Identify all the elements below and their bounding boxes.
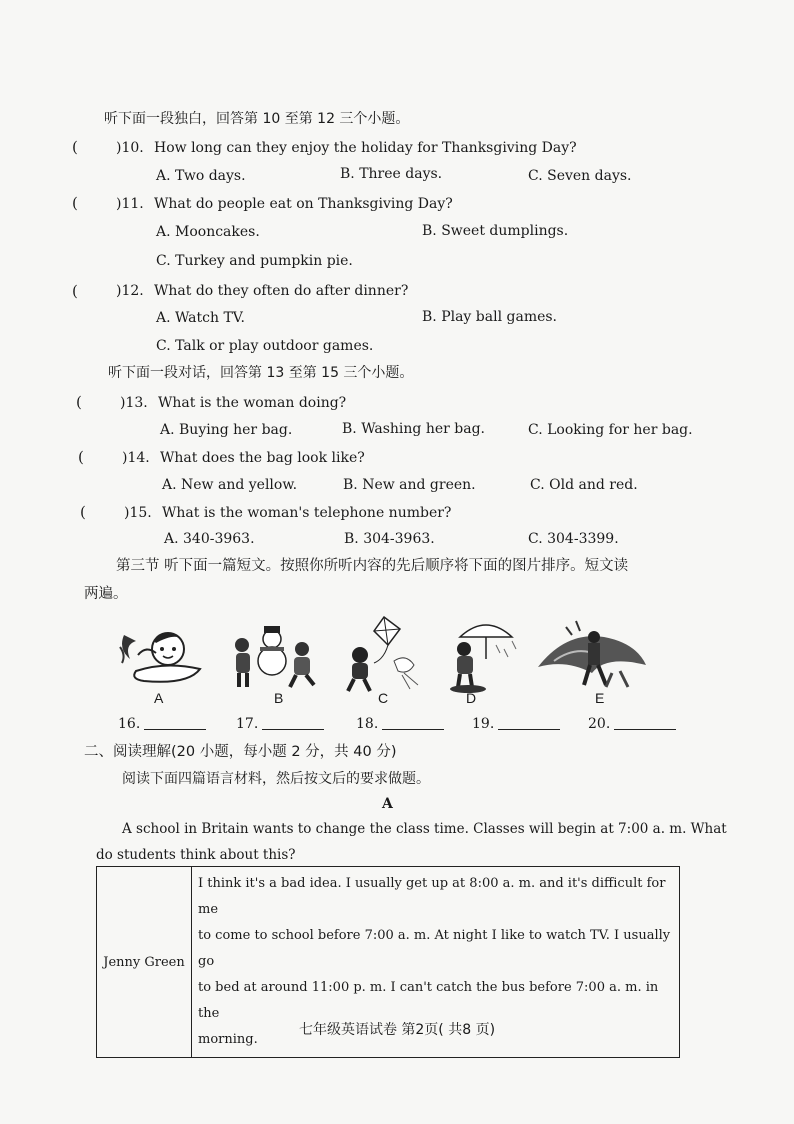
question-14-text: What does the bag look like? [160,450,365,466]
answer-blank-19[interactable] [472,715,560,733]
opinion-line: I think it's a bad idea. I usually get up at 8:00 a. m. and it's difficult for me [198,876,666,917]
q10-option-b: B. Three days. [340,166,443,182]
q15-option-c: C. 304-3399. [528,531,619,547]
answer-line[interactable] [498,715,560,730]
q10-option-a: A. Two days. [156,168,246,184]
q12-option-a: A. Watch TV. [156,310,245,326]
answer-line[interactable] [144,715,206,730]
q15-option-a: A. 340-3963. [164,531,255,547]
snowman-picture [230,615,320,695]
section3-instruction: 第三节 听下面一篇短文。按照你所听内容的先后顺序将下面的图片排序。短文读 [116,558,629,574]
picture-label-d: D [466,690,477,706]
section3-instruction-cont: 两遍。 [84,586,128,602]
blank-number: 17. [236,716,259,732]
answer-paren[interactable]: ( [72,194,78,212]
q15-option-b: B. 304-3963. [344,531,435,547]
answer-paren[interactable]: ( [80,503,86,521]
picture-label-a: A [154,690,164,706]
answer-blank-18[interactable] [356,715,444,733]
q12-option-b: B. Play ball games. [422,309,558,325]
answer-line[interactable] [614,715,676,730]
q11-option-b: B. Sweet dumplings. [422,223,569,239]
page-footer: 七年级英语试卷 第2页( 共8 页) [298,1022,496,1038]
question-15-text: What is the woman's telephone number? [162,505,452,521]
opinion-line: to bed at around 11:00 p. m. I can't catch the bus before 7:00 a. m. in the [198,980,659,1021]
kite-picture [344,615,434,695]
answer-blank-20[interactable] [588,715,676,733]
blank-number: 20. [588,716,611,732]
answer-paren[interactable]: ( [72,138,78,156]
q11-option-c: C. Turkey and pumpkin pie. [156,253,353,269]
answer-paren[interactable]: ( [72,282,78,300]
opinion-line: morning. [198,1032,258,1047]
passage-label: A [382,796,393,812]
blank-number: 18. [356,716,379,732]
reading-instruction: 阅读下面四篇语言材料，然后按文后的要求做题。 [122,771,430,787]
q10-option-c: C. Seven days. [528,168,632,184]
answer-paren[interactable]: ( [76,393,82,411]
picture-label-e: E [595,690,605,706]
q13-option-c: C. Looking for her bag. [528,422,693,438]
q13-option-b: B. Washing her bag. [342,421,485,437]
q11-option-a: A. Mooncakes. [156,224,260,240]
question-10-text: How long can they enjoy the holiday for Thanksgiving Day? [154,140,577,156]
q12-option-c: C. Talk or play outdoor games. [156,338,374,354]
answer-paren[interactable]: ( [78,448,84,466]
passage-intro-line-1: A school in Britain wants to change the class time. Classes will begin at 7:00 a. m. What [122,821,727,837]
picture-label-c: C [378,690,389,706]
dialogue-instruction: 听下面一段对话，回答第 13 至第 15 三个小题。 [108,365,414,381]
q14-option-b: B. New and green. [343,477,476,493]
question-12-text: What do they often do after dinner? [154,283,409,299]
q13-option-a: A. Buying her bag. [160,422,293,438]
umbrella-picture [446,615,536,695]
question-11-text: What do people eat on Thanksgiving Day? [154,196,453,212]
question-10-number: )10. [116,140,144,156]
surfing-picture [116,615,206,695]
opinion-line: to come to school before 7:00 a. m. At night I like to watch TV. I usually go [198,928,671,969]
question-13-text: What is the woman doing? [158,395,347,411]
passage-intro-line-2: do students think about this? [96,847,296,863]
answer-blank-17[interactable] [236,715,324,733]
answer-line[interactable] [382,715,444,730]
student-name-cell: Jenny Green [97,867,192,1058]
blank-number: 16. [118,716,141,732]
monologue-instruction: 听下面一段独白，回答第 10 至第 12 三个小题。 [104,111,410,127]
question-12-number: )12. [116,283,144,299]
question-13-number: )13. [120,395,148,411]
answer-blank-16[interactable] [118,715,206,733]
reading-section-heading: 二、阅读理解(20 小题，每小题 2 分，共 40 分) [84,744,397,760]
q14-option-a: A. New and yellow. [162,477,298,493]
question-14-number: )14. [122,450,150,466]
question-11-number: )11. [116,196,144,212]
picture-label-b: B [274,690,284,706]
blank-number: 19. [472,716,495,732]
question-15-number: )15. [124,505,152,521]
autumn-picture [536,615,648,695]
answer-line[interactable] [262,715,324,730]
q14-option-c: C. Old and red. [530,477,638,493]
